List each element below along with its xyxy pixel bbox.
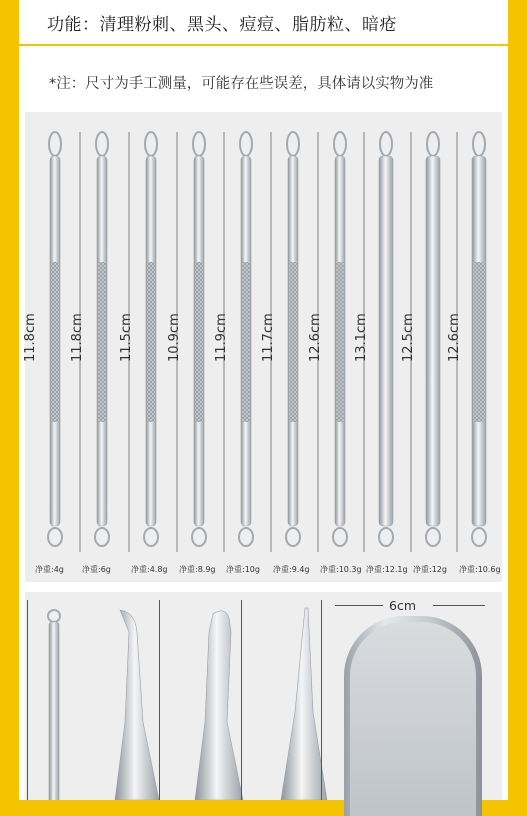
tool-grip <box>98 262 106 422</box>
tool-grip <box>147 262 155 422</box>
tool-bottom-tip <box>48 528 62 546</box>
tool-weight-label: 净重:12.1g <box>366 565 408 574</box>
tool-length-label: 10.9cm <box>167 313 182 362</box>
tool-bottom-tip <box>144 528 158 546</box>
tool-grip <box>289 262 297 422</box>
tool-length-label: 11.8cm <box>70 313 85 362</box>
tool-handle <box>379 156 393 526</box>
tool-length-label: 11.7cm <box>261 313 276 362</box>
hook-tweezers-icon <box>195 611 243 800</box>
tool-top-tip <box>380 132 392 156</box>
dimension-line <box>159 600 160 800</box>
tool-length-label: 12.6cm <box>447 313 462 362</box>
tool-top-tip <box>287 132 299 156</box>
pointed-needle-loop-tool-icon <box>48 132 62 546</box>
curved-tweezers-icon <box>115 610 159 800</box>
tool-bottom-tip <box>239 528 253 546</box>
tool-top-tip <box>193 132 205 156</box>
tool-grip <box>195 262 203 422</box>
tool-weight-label: 净重:4g <box>35 565 64 574</box>
tool-length-label: 11.5cm <box>119 313 134 362</box>
tool-length-label: 13.1cm <box>354 313 369 362</box>
tool-weight-label: 净重:8.9g <box>179 565 216 574</box>
tool-grip <box>242 262 250 422</box>
tool-weight-label: 净重:10.6g <box>459 565 501 574</box>
tool-top-tip <box>49 132 61 156</box>
tool-grip <box>336 262 344 422</box>
case-width-label: 6cm <box>389 598 417 613</box>
case-width-dimension <box>335 598 485 614</box>
tool-bottom-tip <box>379 528 393 546</box>
tool-length-label: 11.8cm <box>23 313 38 362</box>
dimension-line <box>335 605 383 606</box>
dimension-line <box>241 600 242 800</box>
dimension-line <box>27 600 28 800</box>
tool-bottom-tip <box>426 528 440 546</box>
case-lid <box>350 622 476 816</box>
tool-weight-label: 净重:10g <box>226 565 260 574</box>
tool-bottom-tip <box>95 528 109 546</box>
loop-tool-icon <box>48 610 60 800</box>
tool-top-tip <box>96 132 108 156</box>
tool-top-tip <box>427 132 439 156</box>
tool-weight-label: 净重:9.4g <box>273 565 310 574</box>
tool-grip <box>473 262 485 422</box>
measurement-note: *注：尺寸为手工测量，可能存在些误差，具体请以实物为准 <box>49 76 434 92</box>
dimension-line <box>321 600 322 800</box>
tool-length-label: 12.6cm <box>308 313 323 362</box>
tool-top-tip <box>240 132 252 156</box>
tool-top-tip <box>145 132 157 156</box>
tool-bottom-tip <box>472 528 486 546</box>
tool-length-label: 12.5cm <box>401 313 416 362</box>
function-text: 功能：清理粉刺、黑头、痘痘、脂肪粒、暗疮 <box>47 15 397 35</box>
tool-bottom-tip <box>333 528 347 546</box>
tool-length-label: 11.9cm <box>214 313 229 362</box>
tool-bottom-tip <box>286 528 300 546</box>
tool-weight-label: 净重:6g <box>82 565 111 574</box>
tool-top-tip <box>334 132 346 156</box>
tool-weight-label: 净重:4.8g <box>131 565 168 574</box>
storage-case-icon <box>344 616 482 816</box>
dimension-line <box>433 605 485 606</box>
tool-handle <box>426 156 440 526</box>
tool-bottom-tip <box>192 528 206 546</box>
tool-weight-label: 净重:12g <box>413 565 447 574</box>
tool-top-tip <box>473 132 485 156</box>
tool-weight-label: 净重:10.3g <box>320 565 362 574</box>
tool-grip <box>51 262 59 422</box>
